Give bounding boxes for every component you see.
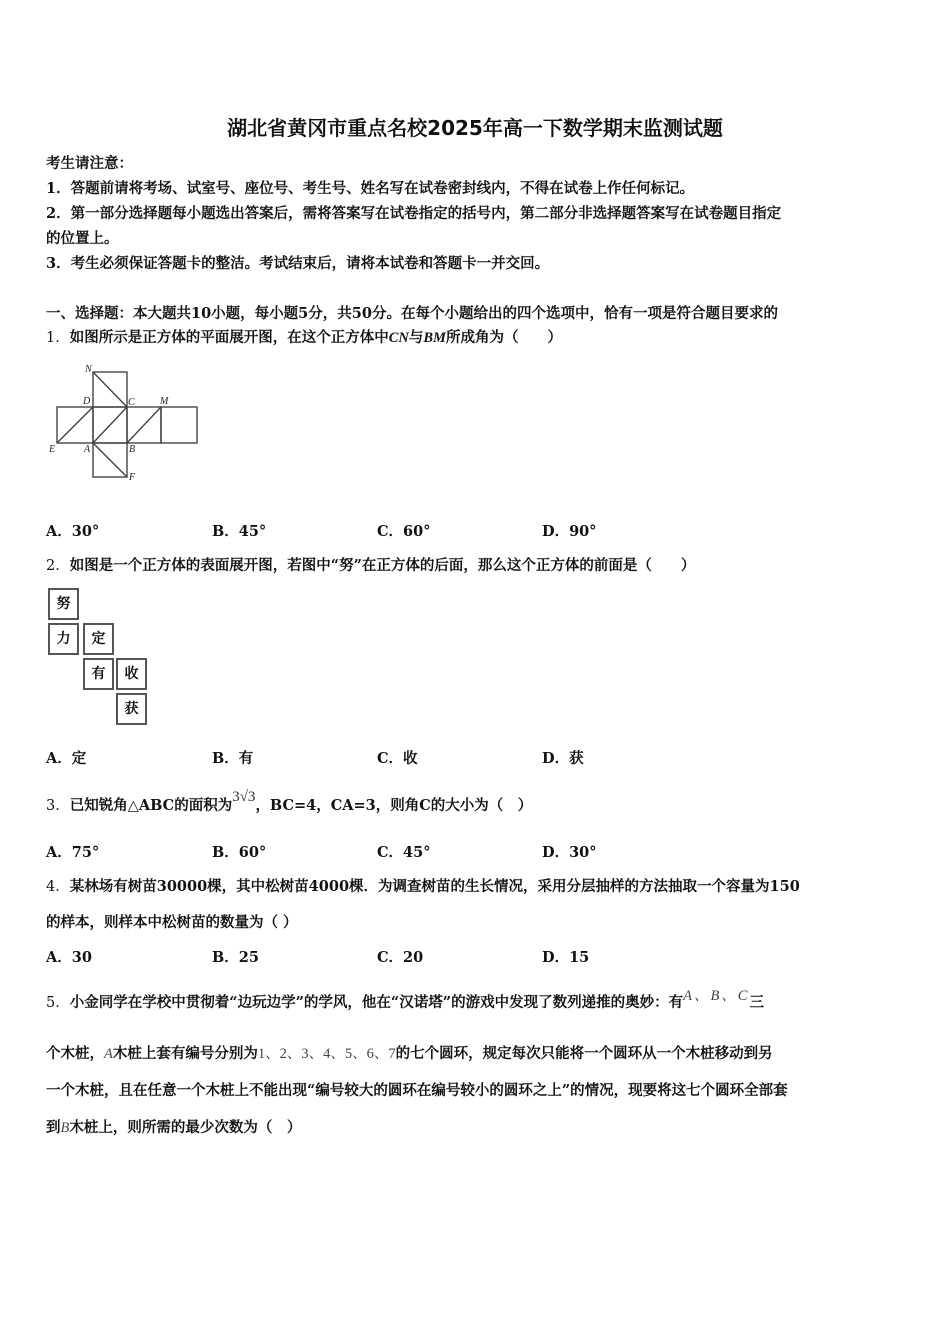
label-F: F [129,472,136,483]
label-C: C [128,397,135,408]
question-5-line4: 到B木桩上，则所需的最少次数为（ ） [46,1119,302,1136]
question-5-line3: 一个木桩，且在任意一个木桩上不能出现“编号较大的圆环在编号较小的圆环之上”的情况，现要将这七个圆环全部套 [46,1082,788,1099]
q3-option-b[interactable]: B．60° [212,844,267,861]
question-5-line2: 个木桩，A木桩上套有编号分别为1、2、3、4、5、6、7的七个圆环，规定每次只能将一个圆环从一个木桩移动到另 [46,1045,773,1062]
q1-option-a[interactable]: A．30° [46,523,100,540]
page-title: 湖北省黄冈市重点名校2025年高一下数学期末监测试题 [227,116,723,140]
question-2: 2．如图是一个正方体的表面展开图，若图中“努”在正方体的后面，那么这个正方体的前面是（ ） [46,557,696,574]
q2-option-b[interactable]: B．有 [212,750,254,767]
net-cell: 获 [116,693,147,725]
q1-option-b[interactable]: B．45° [212,523,267,540]
question-number: 1． [46,330,70,346]
label-N: N [85,364,92,375]
question-1: 1．如图所示是正方体的平面展开图，在这个正方体中CN与BM所成角为（ ） [46,329,562,346]
notice-item-2-cont: 的位置上。 [46,230,119,247]
net-cell: 定 [83,623,114,655]
net-cell: 努 [48,588,79,620]
cube-net-figure [46,362,206,484]
q1-option-d[interactable]: D．90° [542,523,597,540]
q2-option-c[interactable]: C．收 [377,750,418,767]
notice-item-2: 2．第一部分选择题每小题选出答案后，需将答案写在试卷指定的括号内，第二部分非选择题答案写在试卷题目指定 [46,205,782,222]
label-E: E [49,444,56,455]
question-4-cont: 的样本，则样本中松树苗的数量为（ ） [46,914,298,931]
label-B: B [129,444,136,455]
label-A: A [84,444,91,455]
net-cell: 有 [83,658,114,690]
cube-net-words [48,588,153,730]
q3-option-d[interactable]: D．30° [542,844,597,861]
q3-option-c[interactable]: C．45° [377,844,431,861]
question-3: 3．已知锐角△ABC的面积为3√3，BC=4，CA=3，则角C的大小为（ ） [46,789,533,814]
pegs-abc: A、B、C [683,988,750,1004]
label-D: D [83,396,91,407]
notice-heading: 考生请注意： [46,155,133,172]
area-value: 3√3 [232,789,256,805]
q4-option-a[interactable]: A．30 [46,949,92,966]
label-M: M [160,396,169,407]
question-5: 5．小金同学在学校中贯彻着“边玩边学”的学风，他在“汉诺塔”的游戏中发现了数列递推的奥妙：有A、B、C三 [46,988,764,1011]
q2-option-a[interactable]: A．定 [46,750,87,767]
section-heading: 一、选择题：本大题共10小题，每小题5分，共50分。在每个小题给出的四个选项中，恰有一项是符合题目要求的 [46,305,778,322]
q4-option-d[interactable]: D．15 [542,949,590,966]
notice-item-3: 3．考生必须保证答题卡的整洁。考试结束后，请将本试卷和答题卡一并交回。 [46,255,550,272]
net-cell: 收 [116,658,147,690]
q2-option-d[interactable]: D．获 [542,750,584,767]
q4-option-c[interactable]: C．20 [377,949,424,966]
q3-option-a[interactable]: A．75° [46,844,100,861]
net-cell: 力 [48,623,79,655]
q4-option-b[interactable]: B．25 [212,949,259,966]
question-4: 4．某林场有树苗30000棵，其中松树苗4000棵．为调查树苗的生长情况，采用分层抽样的方法抽取一个容量为150 [46,878,800,895]
q1-option-c[interactable]: C．60° [377,523,431,540]
notice-item-1: 1．答题前请将考场、试室号、座位号、考生号、姓名写在试卷密封线内，不得在试卷上作任何标记。 [46,180,695,197]
